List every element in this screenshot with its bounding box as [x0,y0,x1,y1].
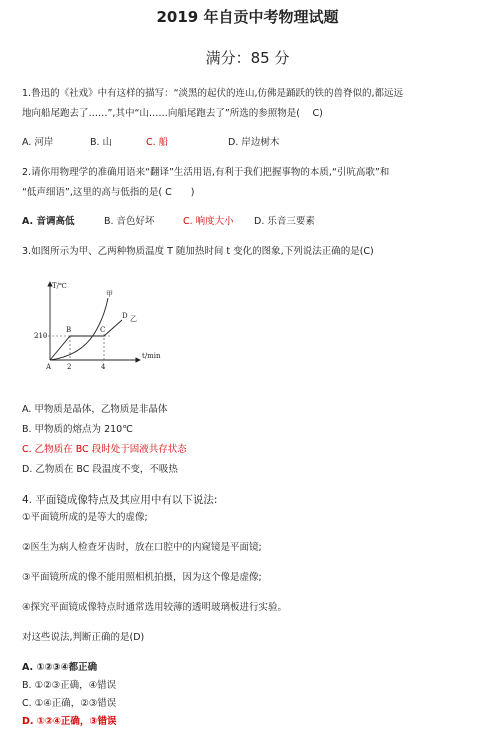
x-tick-2: 2 [67,363,72,371]
q4-statement-4: ④探究平面镜成像特点时通常选用较薄的透明玻璃板进行实验。 [22,602,288,613]
q4-statement-3: ③平面镜所成的像不能用照相机拍摄，因为这个像是虚像; [22,572,262,583]
q1-option-d: D. 岸边树木 [228,137,280,148]
point-b-label: B [66,326,72,334]
question-1 [22,84,477,124]
q1-option-c: C. 船 [146,137,169,148]
point-c-label: C [100,326,106,334]
question-4-stem: 4. 平面镜成像特点及其应用中有以下说法: [22,494,218,506]
question-2 [22,163,477,203]
q3-option-c: C. 乙物质在 BC 段时处于固液共存状态 [22,444,187,455]
q2-option-d: D. 乐音三要素 [254,216,315,227]
q4-option-b: B. ①②③正确，④错误 [22,680,117,691]
y-axis-label: T/℃ [52,282,67,290]
y-tick-210: 210 [34,332,48,340]
q4-statement-1: ①平面镜所成的是等大的虚像; [22,512,148,523]
curve-yi [50,320,122,360]
question-1-line-2: 地向船尾跑去了……”,其中“山……向船尾跑去了”所选的参照物是( C) [22,108,323,119]
q3-option-d: D. 乙物质在 BC 段温度不变，不吸热 [22,464,178,475]
q4-statement-2: ②医生为病人检查牙齿时，放在口腔中的内窥镜是平面镜; [22,542,262,553]
question-1-line-1: 1.鲁迅的《社戏》中有这样的描写：“淡黑的起伏的连山,仿佛是踊跃的铁的兽脊似的,都远远 [22,88,404,99]
x-axis-label: t/min [142,352,161,360]
curve-jia-label: 甲 [106,290,113,298]
q4-option-c: C. ①④正确，②③错误 [22,698,117,709]
question-3-stem: 3.如图所示为甲、乙两种物质温度 T 随加热时间 t 变化的图象,下列说法正确的是(C) [22,246,374,257]
page-title: 2019 年自贡中考物理试题 [156,8,339,26]
question-2-line-2: “低声细语”,这里的高与低指的是( C ) [22,187,195,198]
score-line: 满分：85 分 [205,49,290,67]
q1-option-b: B. 山 [90,137,113,148]
temperature-time-graph [30,276,170,376]
q2-option-a: A. 音调高低 [22,216,75,227]
q4-option-d: D. ①②④正确，③错误 [22,716,117,727]
q1-option-a: A. 河岸 [22,137,54,148]
point-d-label: D [122,312,128,320]
q4-prompt: 对这些说法,判断正确的是(D) [22,632,145,643]
x-tick-4: 4 [101,363,106,371]
q4-option-a: A. ①②③④都正确 [22,662,98,673]
curve-yi-label: 乙 [130,315,137,323]
question-2-line-1: 2.请你用物理学的准确用语来“翻译”生活用语,有利于我们把握事物的本质,“引吭高歌”和 [22,167,390,178]
q3-option-a: A. 甲物质是晶体，乙物质是非晶体 [22,404,168,415]
q2-option-b: B. 音色好坏 [104,216,155,227]
q2-option-c: C. 响度大小 [183,216,234,227]
point-a-label: A [46,363,52,371]
q3-option-b: B. 甲物质的熔点为 210℃ [22,424,133,435]
